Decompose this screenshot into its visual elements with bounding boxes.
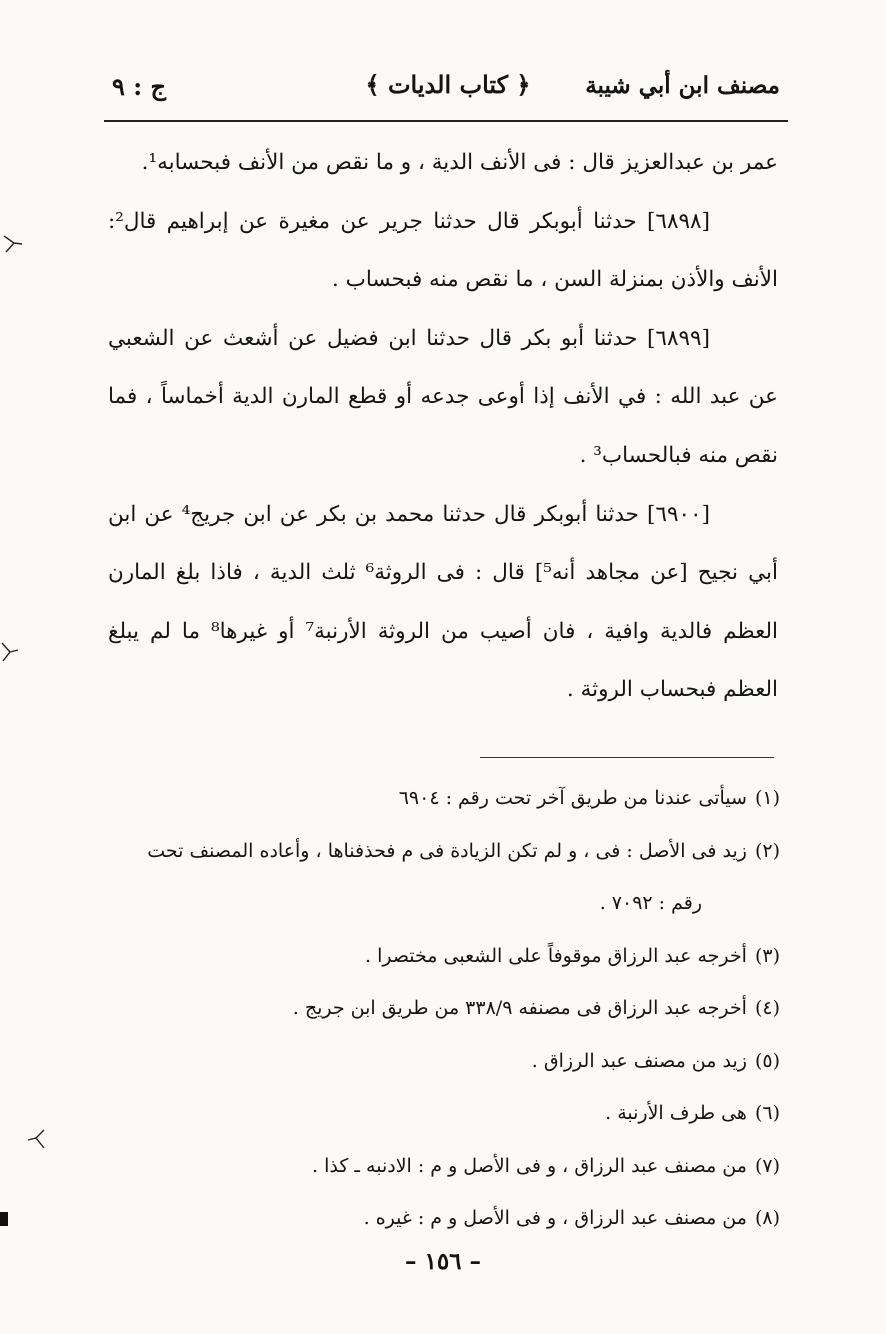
main-text <box>108 134 778 720</box>
scan-mark-icon <box>2 232 24 254</box>
footnote-text: هى طرف الأرنبة . <box>605 1102 747 1124</box>
footnote <box>108 930 780 983</box>
book-title: مصنف ابن أبي شيبة <box>585 72 780 99</box>
footnote-text: من مصنف عبد الرزاق ، و فى الأصل و م : الادنبه ـ كذا . <box>312 1154 747 1177</box>
hadith-6900: [٦٩٠٠] حدثنا أبوبكر قال حدثنا محمد بن بكر عن ابن جريج⁴ عن ابن أبي نجيح [عن مجاهد أنه⁵] قال : فى الروثة⁶ ثلث الدية ، فاذا بلغ المارن العظم فالدية وافية ، فان أصيب من الروثة الأرنبة⁷ أو غيرها⁸ ما لم يبلغ العظم فبحساب الروثة . <box>108 501 778 703</box>
footnote <box>108 772 780 825</box>
footnote <box>108 825 780 878</box>
footnote-text: أخرجه عبد الرزاق موقوفاً على الشعبى مختصرا . <box>364 944 747 967</box>
running-header <box>108 66 788 118</box>
footnote-number: (٦) <box>754 1102 780 1124</box>
footnote <box>108 1087 780 1140</box>
footnote-continuation: رقم : ٧٠٩٢ . <box>599 892 702 914</box>
footnote-number: (٥) <box>754 1049 780 1072</box>
footnote-text: سيأتى عندنا من طريق آخر تحت رقم : ٦٩٠٤ <box>398 787 747 809</box>
hadith-6899: [٦٨٩٩] حدثنا أبو بكر قال حدثنا ابن فضيل عن أشعث عن الشعبي عن عبد الله : في الأنف إذا أوعى جدعه أو قطع المارن الدية أخماساً ، فما نقص منه فبالحساب³ . <box>108 325 778 468</box>
volume-number: ج : ٩ <box>112 72 166 101</box>
scan-mark-icon <box>0 640 22 662</box>
footnotes <box>108 772 780 1245</box>
footnote-number: (٢) <box>754 839 780 862</box>
footnote <box>108 1035 780 1088</box>
footnote-text: من مصنف عبد الرزاق ، و فى الأصل و م : غيره . <box>363 1207 747 1229</box>
section-title: ﴿ كتاب الديات ﴾ <box>365 70 531 99</box>
footnote-rule <box>480 757 774 758</box>
footnote-number: (٣) <box>754 944 780 967</box>
hadith-6898: [٦٨٩٨] حدثنا أبوبكر قال حدثنا جرير عن مغيرة عن إبراهيم قال²: الأنف والأذن بمنزلة السن ، ما نقص منه فبحساب . <box>108 208 778 293</box>
footnote-number: (١) <box>754 787 780 809</box>
header-rule <box>104 120 788 122</box>
footnote <box>108 1140 780 1193</box>
scan-mark-icon <box>26 1128 48 1150</box>
footnote-number: (٨) <box>754 1207 780 1229</box>
text-paragraph: عمر بن عبدالعزيز قال : فى الأنف الدية ، و ما نقص من الأنف فبحسابه¹. <box>141 150 778 175</box>
scan-edge-mark <box>0 1212 8 1226</box>
footnote-text: أخرجه عبد الرزاق فى مصنفه ٣٣٨/٩ من طريق ابن جريج . <box>292 997 747 1019</box>
page-number: – ١٥٦ – <box>404 1248 482 1275</box>
footnote-text: زيد فى الأصل : فى ، و لم تكن الزيادة فى م فحذفناها ، وأعاده المصنف تحت <box>147 839 747 862</box>
footnote-text: زيد من مصنف عبد الرزاق . <box>531 1049 747 1072</box>
footnote-number: (٧) <box>754 1154 780 1177</box>
footnote <box>108 1192 780 1245</box>
footnote <box>108 982 780 1035</box>
footnote-number: (٤) <box>754 997 780 1019</box>
